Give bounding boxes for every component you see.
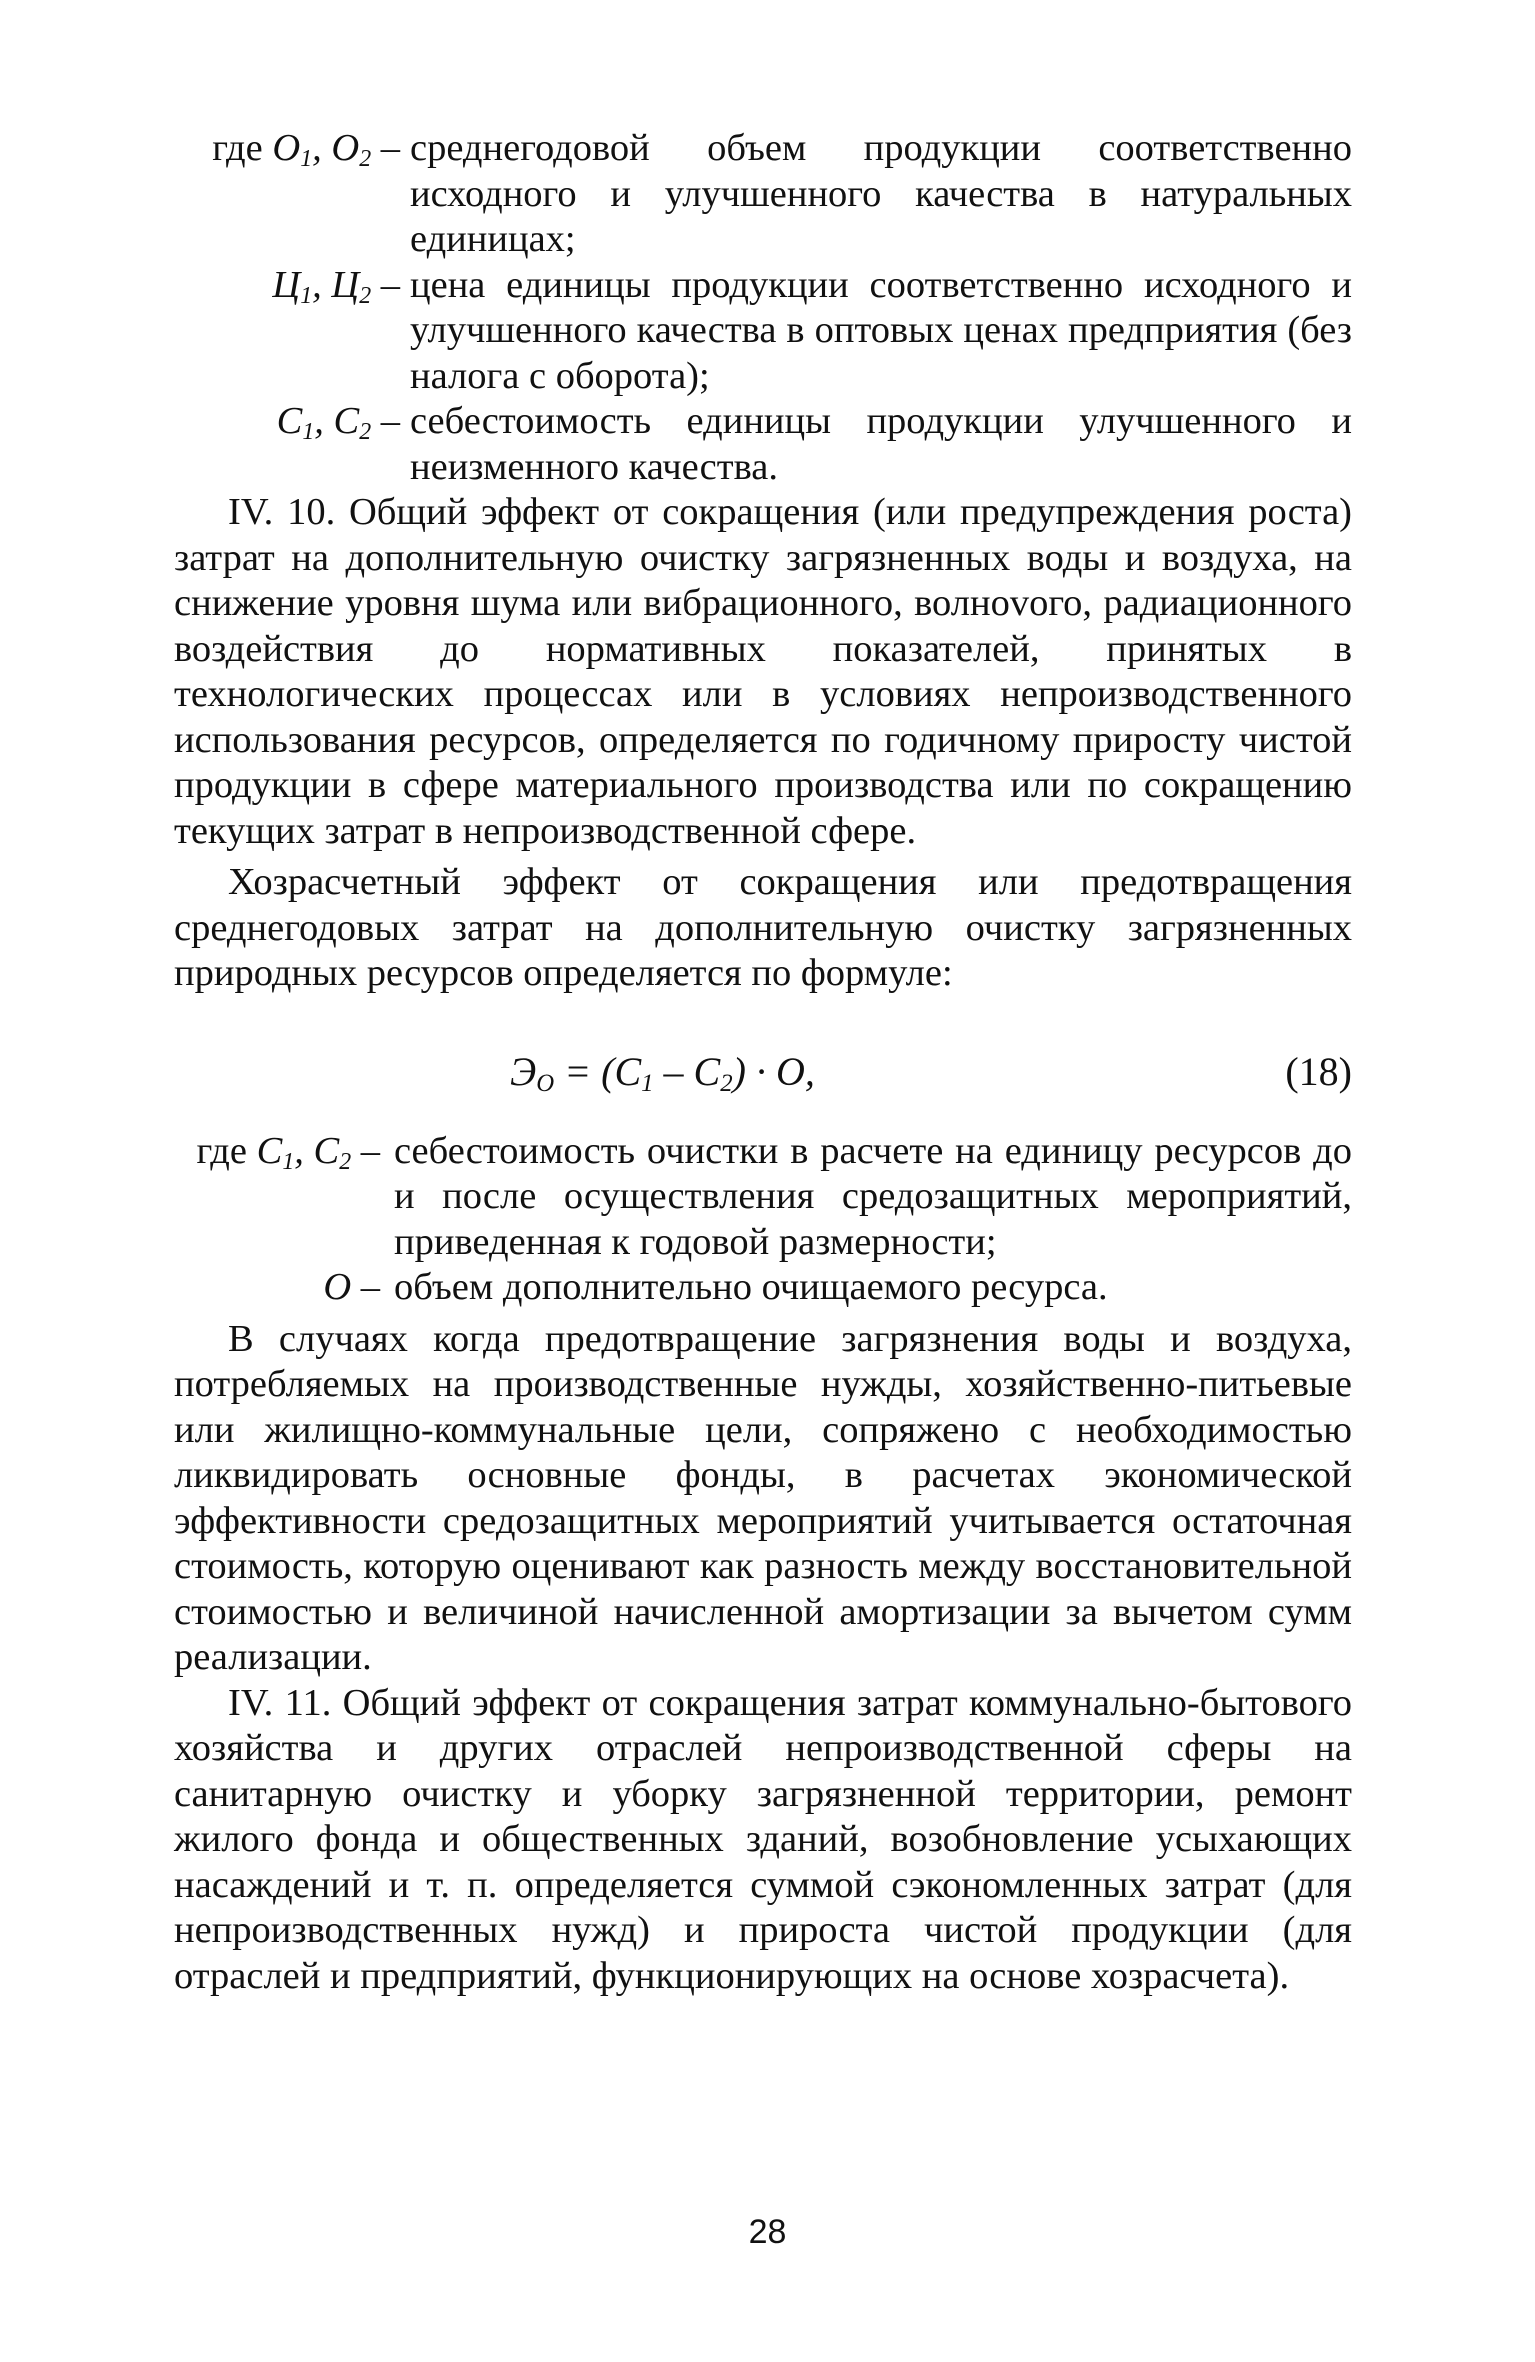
- definition-symbol: О –: [323, 1266, 380, 1308]
- formula-number: (18): [1285, 1048, 1352, 1094]
- paragraph-iv-11: IV. 11. Общий эффект от сокращения затрат коммунально-бытового хозяйства и других отраслей непроизводственной сферы на санитарную очистку и уборку загрязненной территории, ремонт жилого фонда и общественных зданий, возобновление усыхающих насаждений и т. п. определяется суммой сэкономленных затрат (для непроизводственных нужд) и прироста чистой продукции (для отраслей и предприятий, функционирующих на основе хозрасчета).: [174, 1681, 1352, 1997]
- definition-symbol: где $С_1$, $С_2$ –: [196, 1129, 380, 1175]
- definitions-list-2: [174, 1129, 1352, 1311]
- text-body: [174, 126, 1352, 1999]
- definition-o1-o2: [174, 126, 1352, 263]
- definition-text: себестоимость единицы продукции улучшенного и неизменного качества.: [410, 400, 1352, 488]
- formula-18: [174, 1019, 1352, 1111]
- definitions-list-1: [174, 126, 1352, 490]
- definition-symbol: где $О_1$, $О_2$ –: [212, 127, 400, 172]
- paragraph-cases: В случаях когда предотвращение загрязнения воды и воздуха, потребляемых на производственные нужды, хозяйственно-питьевые или жилищно-коммунальные цели, сопряжено с необходимостью ликвидировать основные фонды, в расчетах экономической эффективности средозащитных мероприятий учитывается остаточная стоимость, которую оценивают как разность между восстановительной стоимостью и величиной начисленной амортизации за вычетом сумм реализации.: [174, 1317, 1352, 1678]
- definition-s1-s2-cleaning: [174, 1129, 1352, 1266]
- definition-c1-c2-price: [174, 263, 1352, 400]
- definition-symbol: $С_1$, $С_2$ –: [276, 400, 400, 445]
- definition-symbol: $Ц_1$, $Ц_2$ –: [272, 263, 400, 309]
- formula-expression: $Э_О = (С_1 - С_2) \cdot О$,: [510, 1048, 815, 1097]
- definition-text: себестоимость очистки в расчете на единицу ресурсов до и после осуществления средозащитных мероприятий, приведенная к годовой размерности;: [394, 1129, 1352, 1263]
- definition-text: среднегодовой объем продукции соответственно исходного и улучшенного качества в натуральных единицах;: [410, 127, 1352, 260]
- paragraph-iv-10: IV. 10. Общий эффект от сокращения (или предупреждения роста) затрат на дополнительную очистку загрязненных воды и воздуха, на снижение уровня шума или вибрационного, волноvого, радиационного воздействия до нормативных показателей, принятых в технологических процессах или в условиях непроизводственного использования ресурсов, определяется по годичному приросту чистой продукции в сфере материального производства или по сокращению текущих затрат в непроизводственной сфере.: [174, 491, 1352, 852]
- definition-o-volume: [174, 1265, 1352, 1311]
- paragraph-khozraschet: Хозрасчетный эффект от сокращения или предотвращения среднегодовых затрат на дополнительную очистку загрязненных природных ресурсов определяется по формуле:: [174, 861, 1352, 994]
- definition-text: объем дополнительно очищаемого ресурса.: [394, 1266, 1108, 1308]
- definition-s1-s2-cost: [174, 399, 1352, 490]
- definition-text: цена единицы продукции соответственно исходного и улучшенного качества в оптовых ценах предприятия (без налога с оборота);: [410, 263, 1352, 397]
- page-number: 28: [748, 2213, 787, 2251]
